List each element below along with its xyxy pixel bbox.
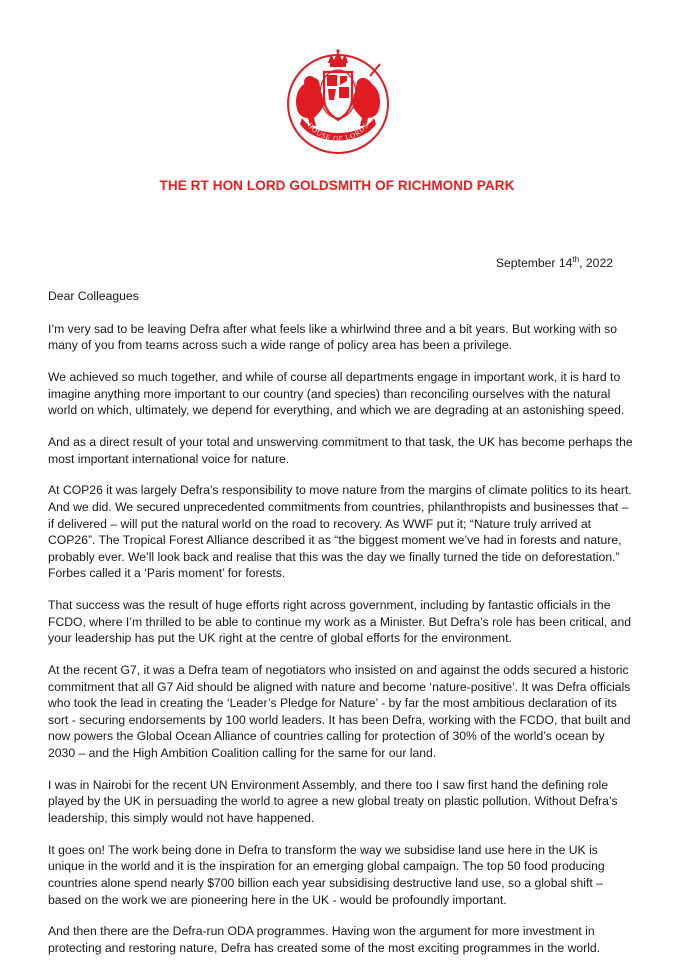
paragraph: We achieved so much together, and while of course all departments engage in important work, it is hard to imagine anything more important to our country (and species) than reconciling ourselves with the natural world on which, ultimately, we depend for everything, and which we are degrading at an astonishing speed.: [48, 369, 625, 418]
paragraph: I’m very sad to be leaving Defra after what feels like a whirlwind three and a bit years. But working with so many of you from teams across such a wide range of policy area has been a privilege.: [48, 321, 618, 353]
paragraph: And then there are the Defra-run ODA programmes. Having won the argument for more investment in protecting and restoring nature, Defra has created some of the most exciting programmes in the world.: [48, 924, 601, 955]
crest-motto: HOUSE OF LORDS: [305, 121, 371, 144]
paragraph: At the recent G7, it was a Defra team of negotiators who insisted on and against the odds secured a historic commitment that all G7 Aid should be aligned with nature and become ‘nature-positive’. It was Defra officials who took the lead in creating the ‘Leader’s Pledge for Nature’ - by far the most ambitious declaration of its sort - securing endorsements by 100 world leaders. It has been Defra, working with the FCDO, that built and now powers the Global Ocean Alliance of countries calling for protection of 30% of the world’s ocean by 2030 – and the High Ambition Coalition calling for the same for our land.: [48, 663, 631, 760]
date-ordinal: th: [572, 254, 580, 264]
paragraph: And as a direct result of your total and unswerving commitment to that task, the UK has become perhaps the most important international voice for nature.: [48, 434, 633, 466]
letterhead-title: THE RT HON LORD GOLDSMITH OF RICHMOND PARK: [159, 178, 515, 193]
letter-date: [496, 256, 613, 270]
date-month-day: September 14: [495, 256, 573, 270]
house-of-lords-crest-icon: [284, 48, 392, 156]
paragraph: I was in Nairobi for the recent UN Environment Assembly, and there too I saw first hand the defining role played by the UK in persuading the world to agree a new global treaty on plastic pollution. Without Defra’s leadership, this simply would not have happened.: [48, 777, 618, 825]
paragraph: At COP26 it was largely Defra’s responsibility to move nature from the margins of climate politics to its heart. And we did. We secured unprecedented commitments from countries, philanthropists and businesses that – if delivered – will put the natural world on the road to recovery. As WWF put it; “Nature truly arrived at COP26”. The Tropical Forest Alliance described it as “the biggest moment we’ve had in forests and nature, probably ever. We’ll look back and realise that this was the day we finally turned the tide on deforestation.” Forbes called it a ‘Paris moment’ for forests.: [48, 483, 632, 581]
date-year: , 2022: [579, 256, 613, 270]
greeting: Dear Colleagues: [48, 289, 139, 303]
paragraph: It goes on! The work being done in Defra to transform the way we subsidise land use here in the UK is unique in the world and it is the inspiration for an emerging global campaign. The top 50 food producing countries alone spend nearly $700 billion each year subsidising destructive land use, so a global shift – based on the work we are pioneering here in the UK - would be profoundly important.: [48, 842, 605, 907]
paragraph: That success was the result of huge efforts right across government, including by fantastic officials in the FCDO, where I’m thrilled to be able to continue my work as a Minister. But Defra’s role has been critical, and your leadership has put the UK right at the centre of global efforts for the environment.: [48, 598, 631, 646]
letter-body: [48, 288, 634, 972]
